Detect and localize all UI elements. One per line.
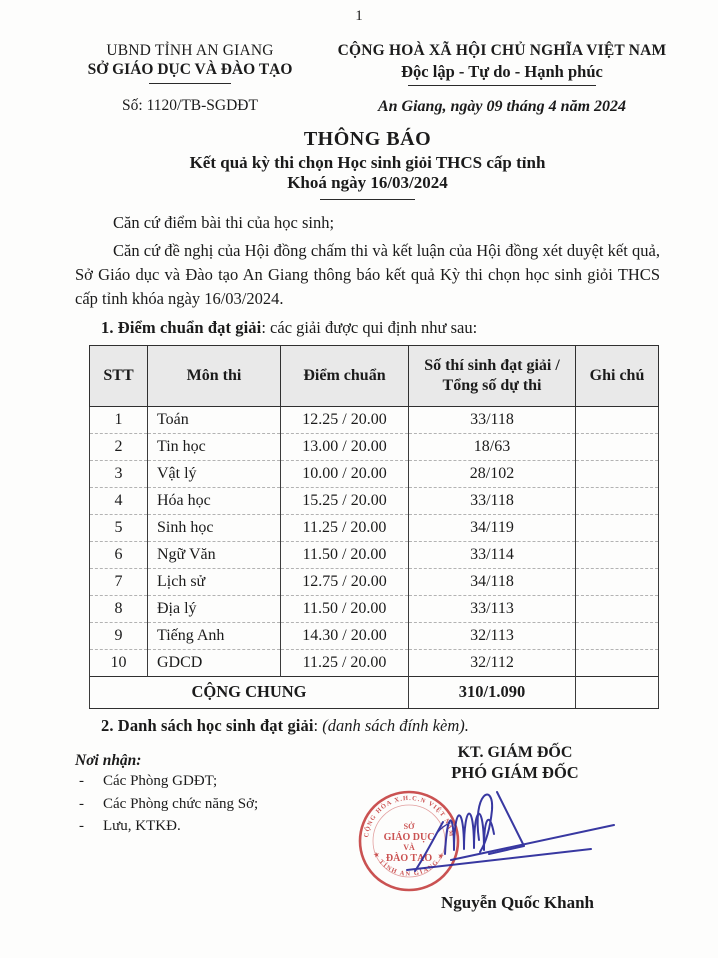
table-row	[90, 406, 659, 433]
total-note	[576, 676, 659, 708]
cell-score: 12.25 / 20.00	[281, 406, 409, 433]
cell-note	[576, 595, 659, 622]
recipient-dash: -	[79, 818, 84, 834]
recipients-title: Nơi nhận:	[75, 752, 142, 769]
cell-count: 32/112	[409, 649, 576, 676]
col-header-stt: STT	[90, 345, 148, 406]
document-body	[75, 128, 660, 736]
cell-score: 15.25 / 20.00	[281, 487, 409, 514]
total-value: 310/1.090	[409, 676, 576, 708]
cell-note	[576, 622, 659, 649]
motto-underline	[408, 85, 596, 86]
total-label: CỘNG CHUNG	[90, 676, 409, 708]
cell-subject: Toán	[148, 406, 281, 433]
section-1-heading-rest: : các giải được qui định như sau:	[261, 317, 478, 337]
table-total-row	[90, 676, 659, 708]
section-2-heading-bold: 2. Danh sách học sinh đạt giải	[101, 715, 314, 735]
org-name: SỞ GIÁO DỤC VÀ ĐÀO TẠO	[87, 61, 293, 78]
cell-stt: 5	[90, 514, 148, 541]
cell-note	[576, 541, 659, 568]
table-row	[90, 568, 659, 595]
cell-count: 32/113	[409, 622, 576, 649]
national-motto: Độc lập - Tự do - Hạnh phúc	[401, 62, 603, 81]
cell-score: 10.00 / 20.00	[281, 460, 409, 487]
cell-subject: Ngữ Văn	[148, 541, 281, 568]
title-underline	[320, 199, 415, 200]
section-2-heading-italic: (danh sách đính kèm).	[322, 715, 469, 735]
stamp-center-line2: GIÁO DỤC	[383, 832, 435, 843]
section-2-heading	[75, 716, 660, 736]
table-row	[90, 514, 659, 541]
document-session-date: Khoá ngày 16/03/2024	[287, 173, 448, 192]
table-row	[90, 622, 659, 649]
recipient-item	[75, 815, 335, 838]
recipients-list	[75, 770, 335, 838]
table-row	[90, 460, 659, 487]
org-parent-name: UBND TỈNH AN GIANG	[106, 42, 274, 59]
table-row	[90, 487, 659, 514]
org-underline	[149, 83, 231, 84]
paragraph-basis-1: Căn cứ điểm bài thi của học sinh;	[113, 213, 335, 232]
cell-stt: 8	[90, 595, 148, 622]
document-number: Số: 1120/TB-SGDĐT	[122, 97, 258, 114]
recipient-label: Các Phòng GDĐT;	[103, 773, 218, 789]
table-body	[90, 406, 659, 676]
stamp-center-line1: SỞ	[403, 822, 415, 831]
national-title: CỘNG HOÀ XÃ HỘI CHỦ NGHĨA VIỆT NAM	[337, 42, 667, 59]
cell-subject: Lịch sử	[148, 568, 281, 595]
results-table	[89, 345, 659, 709]
cell-stt: 1	[90, 406, 148, 433]
cell-count: 34/119	[409, 514, 576, 541]
cell-count: 33/113	[409, 595, 576, 622]
cell-stt: 10	[90, 649, 148, 676]
cell-subject: Địa lý	[148, 595, 281, 622]
table-row	[90, 595, 659, 622]
stamp-center-line3: VÀ	[403, 843, 415, 852]
cell-count: 28/102	[409, 460, 576, 487]
cell-stt: 3	[90, 460, 148, 487]
recipient-dash: -	[79, 795, 84, 812]
cell-count: 33/118	[409, 406, 576, 433]
section-1-heading-bold: 1. Điểm chuẩn đạt giải	[101, 317, 262, 337]
cell-subject: Sinh học	[148, 514, 281, 541]
stamp-ring-top-text: CỘNG HÒA X.H.C.N VIỆT NAM	[363, 794, 455, 838]
cell-subject: GDCD	[148, 649, 281, 676]
stamp-ring-bottom-text: ★ TỈNH AN GIANG ★	[371, 850, 447, 878]
cell-stt: 4	[90, 487, 148, 514]
signer-role-2: PHÓ GIÁM ĐỐC	[451, 763, 579, 782]
cell-score: 11.25 / 20.00	[281, 514, 409, 541]
cell-note	[576, 487, 659, 514]
cell-score: 11.25 / 20.00	[281, 649, 409, 676]
cell-note	[576, 514, 659, 541]
cell-subject: Tin học	[148, 433, 281, 460]
recipient-label: Các Phòng chức năng Sở;	[103, 795, 259, 812]
document-subtitle: Kết quả kỳ thi chọn Học sinh giỏi THCS cấp tỉnh	[189, 153, 546, 172]
cell-subject: Hóa học	[148, 487, 281, 514]
cell-score: 14.30 / 20.00	[281, 622, 409, 649]
section-1-heading	[75, 318, 660, 338]
handwritten-signature	[393, 778, 633, 883]
cell-subject: Tiếng Anh	[148, 622, 281, 649]
cell-stt: 6	[90, 541, 148, 568]
national-header-block	[328, 42, 676, 116]
stamp-center-line4: ĐÀO TẠO	[385, 853, 433, 864]
cell-stt: 7	[90, 568, 148, 595]
table-row	[90, 541, 659, 568]
col-header-note: Ghi chú	[576, 345, 659, 406]
cell-score: 13.00 / 20.00	[281, 433, 409, 460]
recipient-item	[75, 770, 335, 793]
document-title: THÔNG BÁO	[303, 128, 432, 150]
section-2-separator: :	[313, 715, 323, 735]
cell-score: 12.75 / 20.00	[281, 568, 409, 595]
cell-stt: 9	[90, 622, 148, 649]
col-header-subject: Môn thi	[148, 345, 281, 406]
org-header-block	[70, 42, 310, 115]
cell-note	[576, 568, 659, 595]
title-block	[75, 128, 660, 200]
signer-name: Nguyễn Quốc Khanh	[440, 893, 595, 912]
recipient-label: Lưu, KTKĐ.	[103, 818, 181, 834]
cell-score: 11.50 / 20.00	[281, 595, 409, 622]
recipient-dash: -	[79, 773, 84, 789]
place-date-line: An Giang, ngày 09 tháng 4 năm 2024	[377, 98, 627, 115]
cell-count: 33/118	[409, 487, 576, 514]
cell-score: 11.50 / 20.00	[281, 541, 409, 568]
table-row	[90, 649, 659, 676]
cell-stt: 2	[90, 433, 148, 460]
cell-count: 18/63	[409, 433, 576, 460]
cell-note	[576, 406, 659, 433]
cell-note	[576, 460, 659, 487]
cell-count: 34/118	[409, 568, 576, 595]
table-row	[90, 433, 659, 460]
cell-note	[576, 649, 659, 676]
table-header	[90, 345, 659, 406]
cell-count: 33/114	[409, 541, 576, 568]
paragraph-basis-2: Căn cứ đề nghị của Hội đồng chấm thi và kết luận của Hội đồng xét duyệt kết quả, Sở Giáo dục và Đào tạo An Giang thông báo kết quả Kỳ thi chọn học sinh giỏi THCS cấp tỉnh khóa ngày 16/03/2024.	[75, 240, 660, 308]
cell-subject: Vật lý	[148, 460, 281, 487]
page-number: 1	[355, 8, 363, 24]
col-header-score: Điểm chuẩn	[281, 345, 409, 406]
recipient-item	[75, 793, 335, 816]
recipients-block	[75, 752, 335, 838]
col-header-count: Số thí sinh đạt giải / Tổng số dự thi	[409, 345, 576, 406]
cell-note	[576, 433, 659, 460]
signer-role-1: KT. GIÁM ĐỐC	[457, 744, 573, 761]
